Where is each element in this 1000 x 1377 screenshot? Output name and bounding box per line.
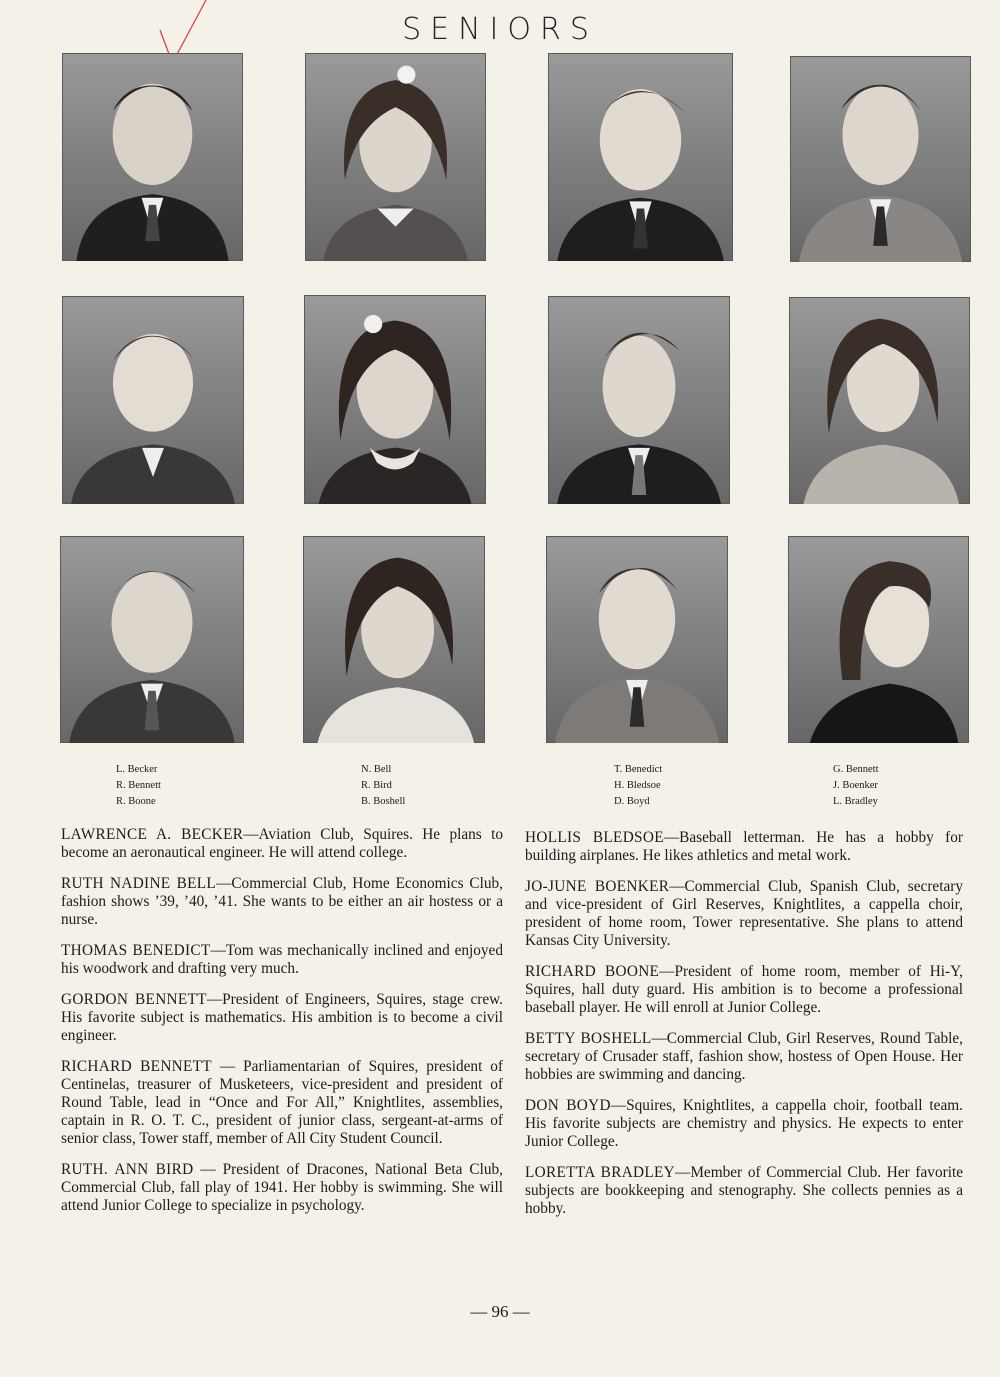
bio-column-right [525, 829, 963, 1231]
caption-name: N. Bell [361, 764, 392, 775]
portrait-g-bennett [790, 56, 971, 262]
bio-text: —Commercial Club, Home Economics Club, fashion shows ’39, ’40, ’41. She wants to be either an air hostess or a nurse. [61, 875, 503, 928]
portrait-benedict [548, 53, 733, 261]
bio-entry [61, 1161, 503, 1215]
caption-group-2 [361, 762, 405, 810]
caption-name: B. Boshell [361, 796, 406, 807]
caption-name: D. Boyd [614, 796, 650, 807]
bio-name: RUTH NADINE BELL [61, 875, 217, 892]
bio-name: BETTY BOSHELL [525, 1030, 652, 1047]
bio-name: RUTH. ANN BIRD [61, 1161, 194, 1178]
bio-entry [525, 963, 963, 1017]
bio-text: — President of Dracones, National Beta Club, Commercial Club, fall play of 1941. Her hobby is swimming. She will attend Junior College to specialize in psychology. [61, 1161, 503, 1214]
bio-text: — Parliamentarian of Squires, president of Centinelas, treasurer of Musketeers, vice-president and president of Round Table, lead in “Once and For All,” Knightlites, assemblies, captain in R. O. T. C., president of junior class, sergeant-at-arms of senior class, Tower staff, member of All City Student Council. [61, 1058, 504, 1147]
bio-name: LAWRENCE A. BECKER [61, 826, 244, 843]
portrait-bledsoe [548, 296, 730, 504]
portrait-bell [305, 53, 486, 261]
caption-name: R. Bird [361, 780, 392, 791]
portrait-boyd [546, 536, 728, 743]
bio-text: —Squires, Knightlites, a cappella choir, football team. His favorite subjects are chemistry and physics. He expects to enter Junior College. [525, 1097, 963, 1150]
bio-column-left [61, 826, 503, 1228]
bio-entry [61, 991, 503, 1045]
caption-group-1 [116, 762, 161, 810]
portrait-r-bennett [62, 296, 244, 504]
bio-name: DON BOYD [525, 1097, 611, 1114]
portrait-bird [304, 295, 486, 504]
bio-text: —President of Engineers, Squires, stage crew. His favorite subject is mathematics. His ambition is to become a civil engineer. [61, 991, 504, 1044]
bio-entry [525, 1030, 963, 1084]
portrait-boenker [789, 297, 970, 504]
bio-name: THOMAS BENEDICT [61, 942, 211, 959]
caption-name: G. Bennett [833, 764, 879, 775]
bio-entry [525, 1097, 963, 1151]
bio-text: —Member of Commercial Club. Her favorite subjects are bookkeeping and stenography. She collects pennies as a hobby. [525, 1164, 963, 1217]
bio-text: —Aviation Club, Squires. He plans to become an aeronautical engineer. He will attend college. [61, 826, 503, 861]
caption-name: R. Bennett [116, 780, 161, 791]
caption-name: L. Bradley [833, 796, 878, 807]
bio-entry [525, 1164, 963, 1218]
bio-name: RICHARD BOONE [525, 963, 660, 980]
bio-entry [61, 942, 503, 978]
bio-name: RICHARD BENNETT [61, 1058, 212, 1075]
bio-name: JO-JUNE BOENKER [525, 878, 670, 895]
portrait-becker [62, 53, 243, 261]
page-number: — 96 — [470, 1302, 530, 1321]
page-title: SENIORS [402, 12, 598, 47]
caption-name: L. Becker [116, 764, 158, 775]
bio-entry [61, 826, 503, 862]
bio-name: LORETTA BRADLEY [525, 1164, 676, 1181]
bio-entry [525, 829, 963, 865]
bio-text: —Baseball letterman. He has a hobby for building airplanes. He likes athletics and metal work. [525, 829, 963, 864]
bio-text: —Tom was mechanically inclined and enjoyed his woodwork and drafting very much. [61, 942, 503, 977]
bio-entry [61, 875, 503, 929]
bio-entry [525, 878, 963, 950]
caption-name: R. Boone [116, 796, 156, 807]
bio-text: —Commercial Club, Girl Reserves, Round Table, secretary of Crusader staff, fashion show, hostess of Open House. Her hobbies are swimming and dancing. [525, 1030, 963, 1083]
caption-group-3 [614, 762, 662, 810]
caption-name: H. Bledsoe [614, 780, 661, 791]
portrait-boone [60, 536, 244, 743]
portrait-bradley [788, 536, 969, 743]
bio-text: —Commercial Club, Spanish Club, secretary and vice-president of Girl Reserves, Knightlites, a cappella choir, president of home room, Tower representative. She plans to attend Kansas City University. [525, 878, 963, 949]
portrait-boshell [303, 536, 485, 743]
bio-text: —President of home room, member of Hi-Y, Squires, hall duty guard. His ambition is to become a professional baseball player. He will enroll at Junior College. [525, 963, 963, 1016]
caption-name: J. Boenker [833, 780, 878, 791]
bio-entry [61, 1058, 503, 1148]
caption-group-4 [833, 762, 879, 810]
bio-name: GORDON BENNETT [61, 991, 207, 1008]
bio-name: HOLLIS BLEDSOE [525, 829, 664, 846]
caption-name: T. Benedict [614, 764, 663, 775]
